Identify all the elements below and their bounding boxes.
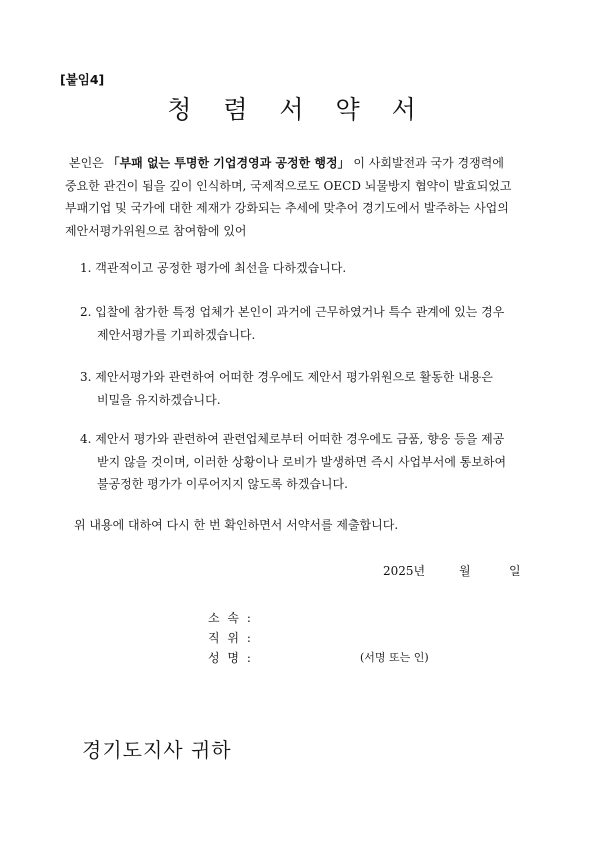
document-title: 청 렴 서 약 서 <box>167 95 428 124</box>
position-row <box>208 629 254 646</box>
pledge-item-2 <box>80 301 530 346</box>
pledge-item-4-line-1: 4. 제안서 평가와 관련하여 관련업체로부터 어떠한 경우에도 금품, 향응 등을 제공 <box>80 432 505 446</box>
pledge-item-2-line-1: 2. 입찰에 참가한 특정 업체가 본인이 과거에 근무하였거나 특수 관계에 있는 경우 <box>80 305 505 319</box>
pledge-item-4 <box>80 428 530 496</box>
intro-line-3: 부패기업 및 국가에 대한 제재가 강화되는 추세에 맞추어 경기도에서 발주하는 사업의 <box>65 201 509 215</box>
intro-emphasis: 「부패 없는 투명한 기업경영과 공정한 행정」 <box>107 156 350 170</box>
intro-prefix: 본인은 <box>69 156 108 170</box>
intro-line-2: 중요한 관건이 됨을 깊이 인식하며, 국제적으로도 OECD 뇌물방지 협약이 발효되었고 <box>65 178 512 193</box>
date-month: 월 <box>459 564 471 578</box>
signature-note: (서명 또는 인) <box>360 651 429 664</box>
pledge-item-1-line-1: 1. 객관적이고 공정한 평가에 최선을 다하겠습니다. <box>80 261 347 275</box>
affiliation-label: 소 속 : <box>208 611 253 625</box>
closing-statement: 위 내용에 대하여 다시 한 번 확인하면서 서약서를 제출합니다. <box>74 518 399 532</box>
pledge-item-3-line-2: 비밀을 유지하겠습니다. <box>97 392 221 407</box>
affiliation-row <box>208 609 254 626</box>
attachment-label: [붙임4] <box>60 72 105 87</box>
pledge-item-3 <box>80 366 530 411</box>
name-row <box>208 649 254 666</box>
intro-line-1 <box>65 152 530 175</box>
pledge-item-4-line-3: 불공정한 평가가 이루어지지 않도록 하겠습니다. <box>97 477 348 491</box>
pledge-item-4-line-2: 받지 않을 것이며, 이러한 상황이나 로비가 발생하면 즉시 사업부서에 통보하여 <box>97 454 507 469</box>
pledge-item-1 <box>80 257 530 280</box>
intro-line-4: 제안서평가위원으로 참여함에 있어 <box>65 223 247 238</box>
position-label: 직 위 : <box>208 631 253 645</box>
intro-line1-rest: 이 사회발전과 국가 경쟁력에 <box>349 156 504 170</box>
date-line <box>383 562 521 579</box>
date-day: 일 <box>509 564 521 578</box>
name-label: 성 명 : <box>208 651 253 665</box>
intro-paragraph <box>65 152 530 242</box>
recipient: 경기도지사 귀하 <box>82 738 232 762</box>
pledge-item-3-line-1: 3. 제안서평가와 관련하여 어떠한 경우에도 제안서 평가위원으로 활동한 내용은 <box>80 370 493 384</box>
pledge-item-2-line-2: 제안서평가를 기피하겠습니다. <box>97 327 256 342</box>
date-year: 2025년 <box>383 564 426 578</box>
